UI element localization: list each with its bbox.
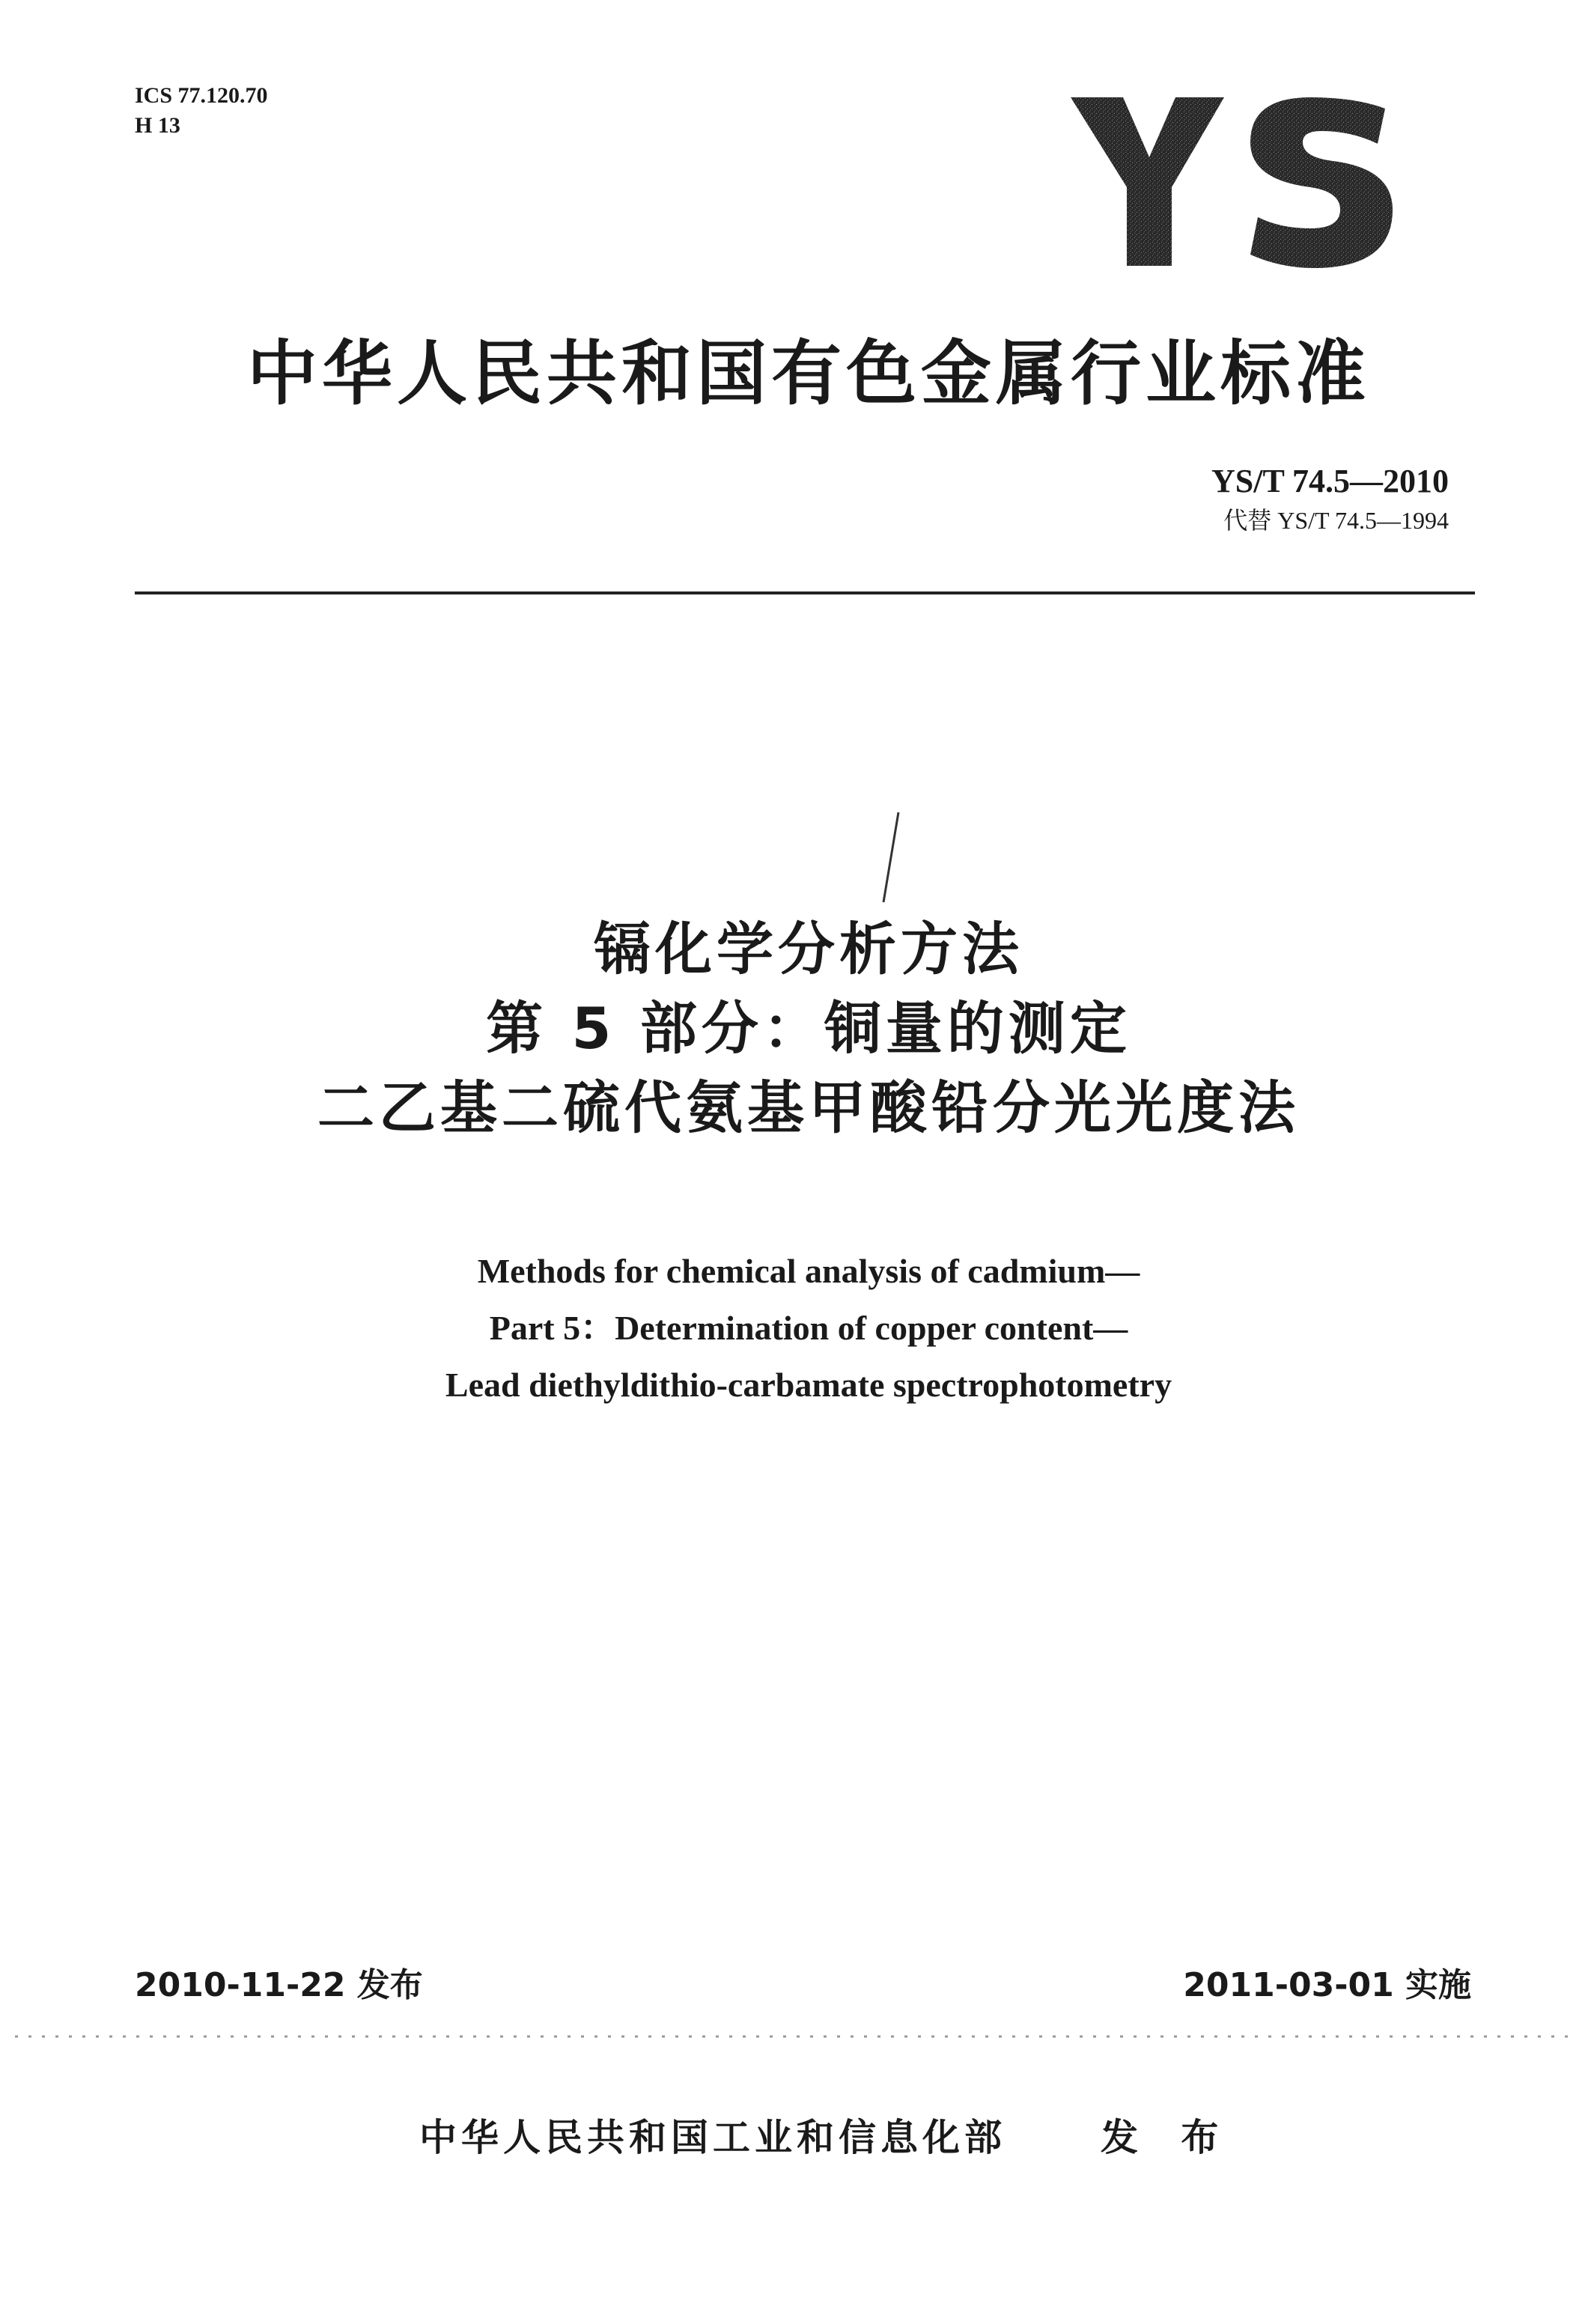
publisher-name: 中华人民共和国工业和信息化部 [419,2116,1006,2159]
header-divider [135,591,1475,594]
title-en-line1: Methods for chemical analysis of cadmium— [477,1252,1140,1290]
replaces-code: 代替 YS/T 74.5—1994 [1223,507,1449,534]
classification-codes [135,81,268,141]
org-title: 中华人民共和国有色金属行业标准 [246,333,1370,415]
title-zh-line2: 第 5 部分：铜量的测定 [486,995,1131,1062]
scan-mark [868,809,913,906]
title-zh-line1: 镉化学分析方法 [594,916,1023,982]
title-en-line2: Part 5：Determination of copper content— [489,1309,1128,1347]
standard-code-block [1211,460,1449,535]
title-en [112,1243,1505,1414]
title-zh [112,910,1505,1148]
issue-date: 2010-11-22 发布 [135,1966,423,2004]
title-en-line3: Lead diethyldithio-carbamate spectrophotometry [445,1366,1172,1404]
ys-logo [1071,97,1400,270]
standard-code: YS/T 74.5—2010 [1211,463,1449,499]
ys-logo-graphic [1071,97,1400,270]
ics-code: ICS 77.120.70 [135,83,268,108]
ccs-code: H 13 [135,113,180,138]
title-zh-line3: 二乙基二硫代氨基甲酸铅分光光度法 [317,1074,1300,1141]
publish-word: 发 布 [1101,2116,1234,2159]
effective-date: 2011-03-01 实施 [1183,1966,1471,2004]
scan-dotted-line [0,2022,1591,2051]
